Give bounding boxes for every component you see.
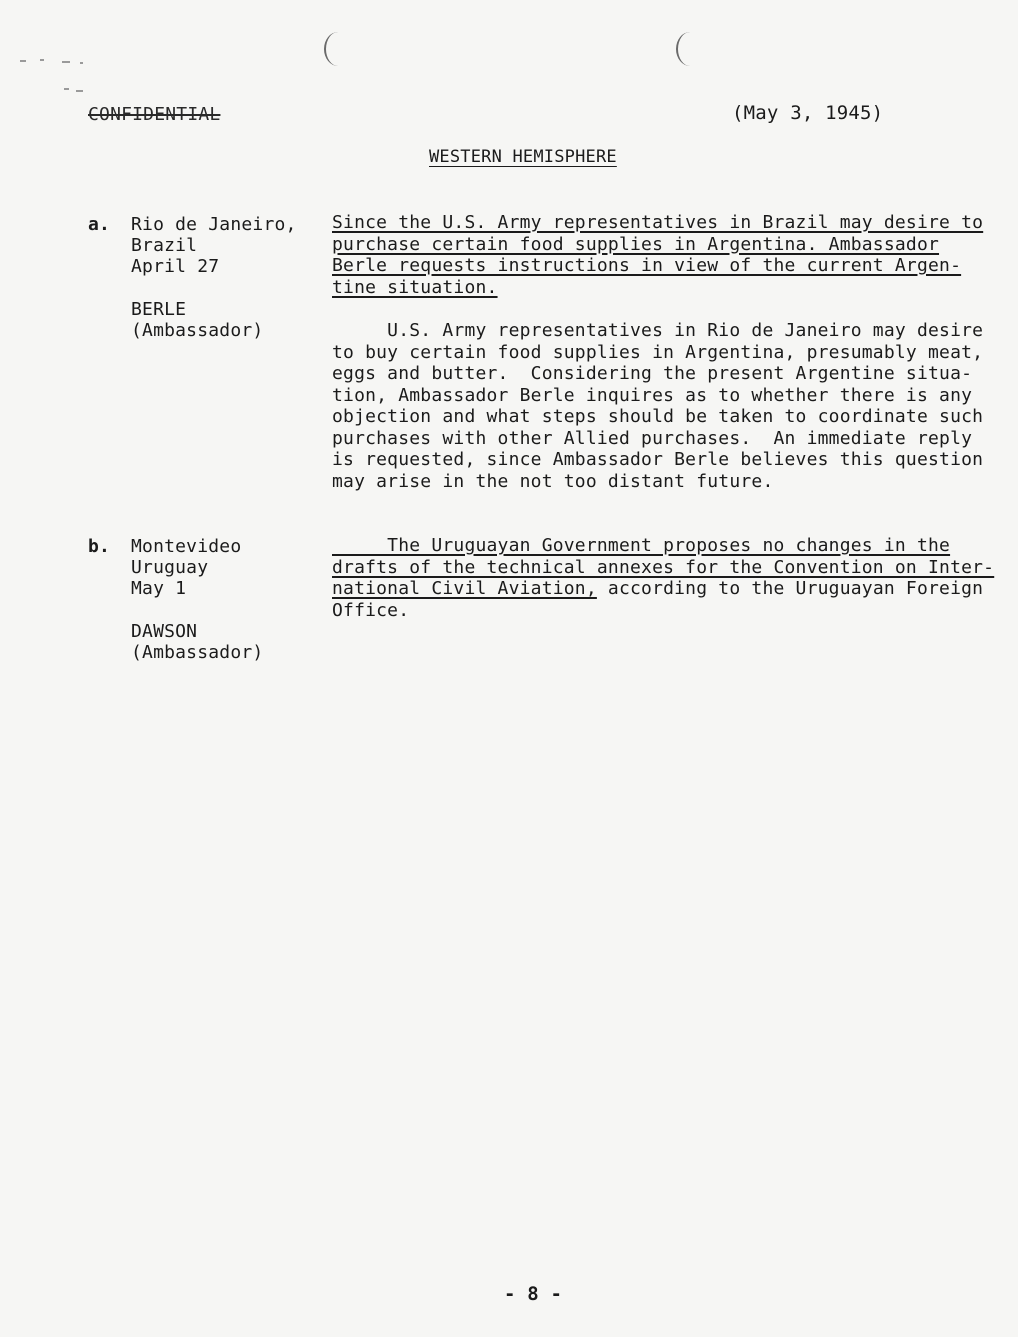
- punch-hole-right: [676, 32, 704, 66]
- item-b-summary: [332, 535, 995, 621]
- item-a-summary-line-3: Berle requests instructions in view of the current Argen-: [332, 255, 962, 276]
- item-b-summary-line-1: The Uruguayan Government proposes no changes in the: [332, 535, 951, 556]
- item-b-location-line-2: Uruguay: [131, 557, 209, 578]
- item-b-location-line-3: May 1: [131, 578, 187, 599]
- item-a-author-title: (Ambassador): [131, 320, 264, 341]
- item-b-summary-line-3: national Civil Aviation,: [332, 578, 597, 599]
- item-a-summary-line-4: tine situation.: [332, 276, 498, 298]
- item-a-body-line-7: is requested, since Ambassador Berle believes this question: [332, 449, 984, 470]
- item-a-body-line-3: eggs and butter. Considering the present Argentine situa-: [332, 363, 973, 384]
- item-a-body-line-4: tion, Ambassador Berle inquires as to whether there is any: [332, 384, 973, 406]
- section-title: WESTERN HEMISPHERE: [429, 147, 617, 167]
- punch-hole-left: [324, 32, 352, 66]
- item-a-body-line-6: purchases with other Allied purchases. An immediate reply: [332, 427, 973, 449]
- item-a-author: BERLE: [131, 299, 187, 320]
- item-a-letter: a.: [88, 214, 111, 235]
- item-b-author: DAWSON: [131, 621, 198, 642]
- item-b-summary-line-2: drafts of the technical annexes for the Convention on Inter-: [332, 556, 995, 578]
- item-a-location-line-1: Rio de Janeiro,: [131, 214, 297, 235]
- item-a-body-line-2: to buy certain food supplies in Argentina, presumably meat,: [332, 341, 984, 363]
- item-a-location-line-3: April 27: [131, 256, 220, 277]
- document-date: (May 3, 1945): [732, 102, 884, 124]
- item-a-body-line-1: U.S. Army representatives in Rio de Janeiro may desire: [332, 320, 984, 341]
- item-a-summary: [332, 212, 982, 298]
- item-a-body-line-8: may arise in the not too distant future.: [332, 470, 774, 492]
- item-b-summary-line-4: Office.: [332, 599, 410, 621]
- item-b-letter: b.: [88, 536, 111, 557]
- item-b-author-title: (Ambassador): [131, 642, 264, 663]
- item-b-location-line-1: Montevideo: [131, 536, 242, 557]
- item-a-body: [332, 320, 982, 492]
- item-a-location-line-2: Brazil: [131, 235, 198, 256]
- item-a-summary-line-2: purchase certain food supplies in Argentina. Ambassador: [332, 233, 940, 255]
- classification-marking: CONFIDENTIAL: [88, 104, 221, 125]
- item-a-summary-line-1: Since the U.S. Army representatives in Brazil may desire to: [332, 212, 984, 233]
- item-a-body-line-5: objection and what steps should be taken to coordinate such: [332, 406, 984, 427]
- item-b-summary-line-3-tail: according to the Uruguayan Foreign: [596, 578, 984, 599]
- page-number: - 8 -: [504, 1283, 563, 1305]
- paper-specks: [18, 56, 98, 96]
